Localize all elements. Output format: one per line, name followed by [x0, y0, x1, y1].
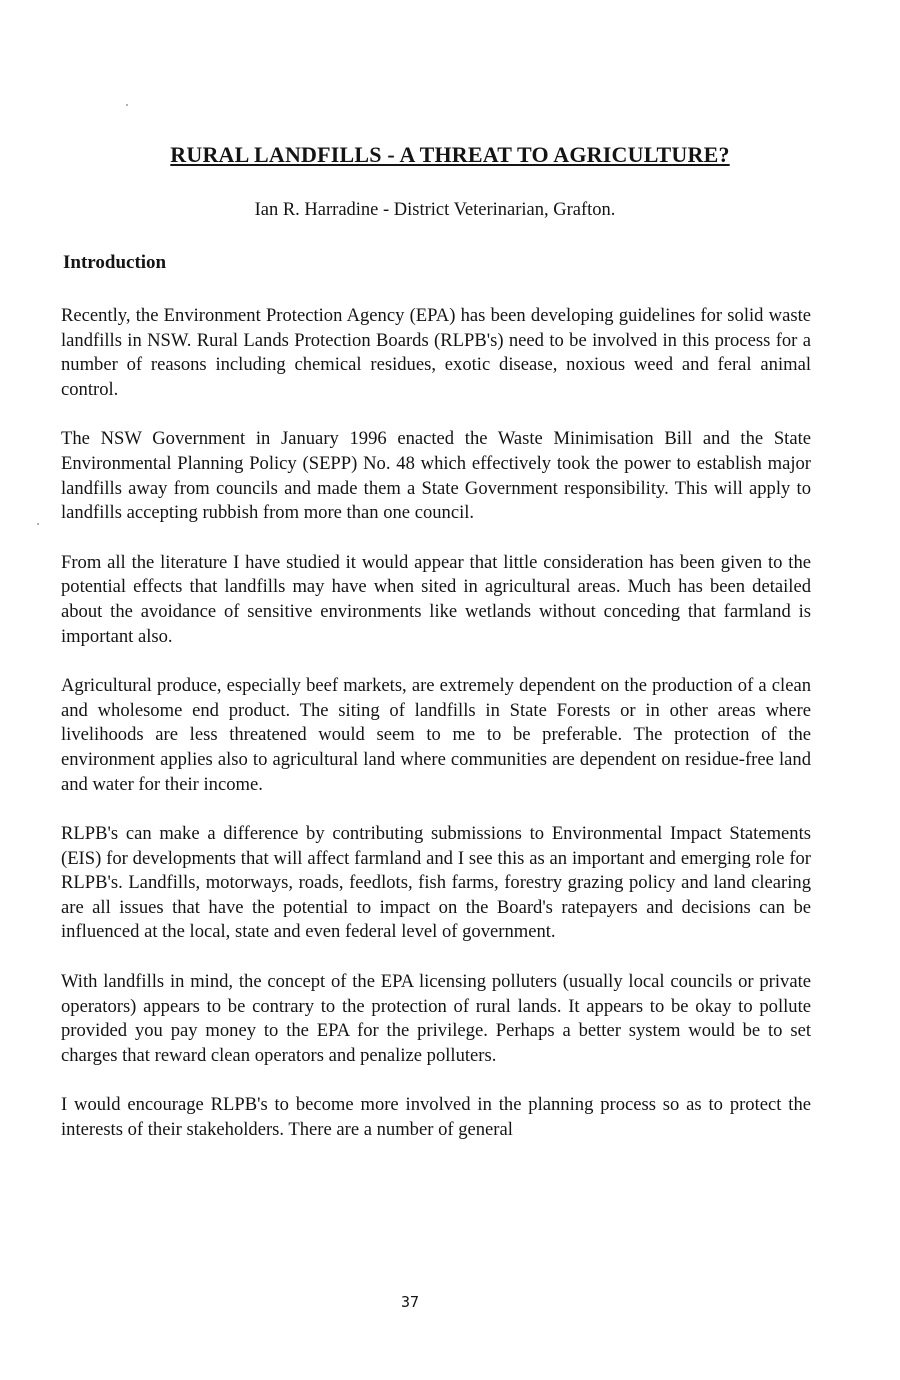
- body-text: [61, 304, 811, 1168]
- document-title: RURAL LANDFILLS - A THREAT TO AGRICULTURE?: [170, 142, 730, 167]
- paragraph-4: Agricultural produce, especially beef markets, are extremely dependent on the production of a clean and wholesome end product. The siting of landfills in State Forests or in other areas where livelihoods are less threatened would seem to me to be preferable. The protection of the environment applies also to agricultural land where communities are dependent on residue-free land and water for their income.: [61, 675, 811, 795]
- paragraph-2: The NSW Government in January 1996 enacted the Waste Minimisation Bill and the State Environmental Planning Policy (SEPP) No. 48 which effectively took the power to establish major landfills away from councils and made them a State Government responsibility. This will apply to landfills accepting rubbish from more than one council.: [61, 428, 811, 524]
- page-number: 37: [400, 1293, 420, 1311]
- scan-speck: [126, 104, 128, 106]
- paragraph-6: With landfills in mind, the concept of the EPA licensing polluters (usually local councils or private operators) appears to be contrary to the protection of rural lands. It appears to be okay to pollute provided you pay money to the EPA for the privilege. Perhaps a better system would be to set charges that reward clean operators and penalize polluters.: [61, 971, 811, 1066]
- paragraph-1: Recently, the Environment Protection Agency (EPA) has been developing guidelines for solid waste landfills in NSW. Rural Lands Protection Boards (RLPB's) need to be involved in this process for a number of reasons including chemical residues, exotic disease, noxious weed and feral animal control.: [61, 305, 811, 400]
- section-heading-introduction: Introduction: [63, 252, 167, 273]
- paragraph-3: From all the literature I have studied it would appear that little consideration has been given to the potential effects that landfills may have when sited in agricultural areas. Much has been detailed about the avoidance of sensitive environments like wetlands without conceding that farmland is important also.: [61, 551, 811, 647]
- scan-speck: [37, 523, 39, 525]
- author-line: Ian R. Harradine - District Veterinarian, Grafton.: [254, 200, 616, 220]
- paragraph-7: I would encourage RLPB's to become more involved in the planning process so as to protect the interests of their stakeholders. There are a number of general: [61, 1094, 811, 1141]
- paragraph-5: RLPB's can make a difference by contributing submissions to Environmental Impact Statements (EIS) for developments that will affect farmland and I see this as an important and emerging role for RLPB's. Landfills, motorways, roads, feedlots, fish farms, forestry grazing policy and land clearing are all issues that have the potential to impact on the Board's ratepayers and decisions can be influenced at the local, state and even federal level of government.: [61, 823, 811, 943]
